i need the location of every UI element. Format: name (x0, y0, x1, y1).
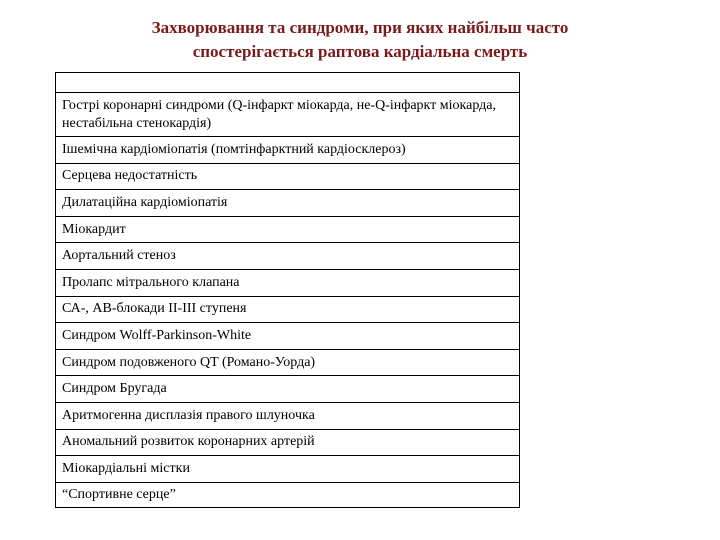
table-row: Міокардіальні містки (56, 456, 519, 483)
table-row: Аортальний стеноз (56, 243, 519, 270)
table-row: СА-, АВ-блокади ІІ-ІІІ ступеня (56, 297, 519, 324)
table-row: Серцева недостатність (56, 164, 519, 191)
table-row: Гострі коронарні синдроми (Q-інфаркт міокарда, не-Q-інфаркт міокарда, нестабільна стенокардія) (56, 93, 519, 137)
table-row: Синдром Бругада (56, 376, 519, 403)
table-header-row (56, 73, 519, 93)
table-row: “Спортивне серце” (62, 486, 176, 502)
table-row: Дилатаційна кардіоміопатія (56, 190, 519, 217)
table-row: Синдром подовженого QT (Романо-Уорда) (56, 350, 519, 377)
table-row: Аритмогенна дисплазія правого шлуночка (56, 403, 519, 430)
table-row: Синдром Wolff-Parkinson-White (56, 323, 519, 350)
table-row: Міокардит (56, 217, 519, 244)
table-row: Пролапс мітрального клапана (56, 270, 519, 297)
page-title (60, 16, 660, 64)
table-row: Аномальний розвиток коронарних артерій (56, 430, 519, 457)
title-line-1: Захворювання та синдроми, при яких найбільш часто (151, 18, 569, 37)
title-line-2: спостерігається раптова кардіальна смерть (192, 42, 528, 61)
table-row: Ішемічна кардіоміопатія (помтінфарктний кардіосклероз) (56, 137, 519, 164)
conditions-table (55, 72, 520, 508)
